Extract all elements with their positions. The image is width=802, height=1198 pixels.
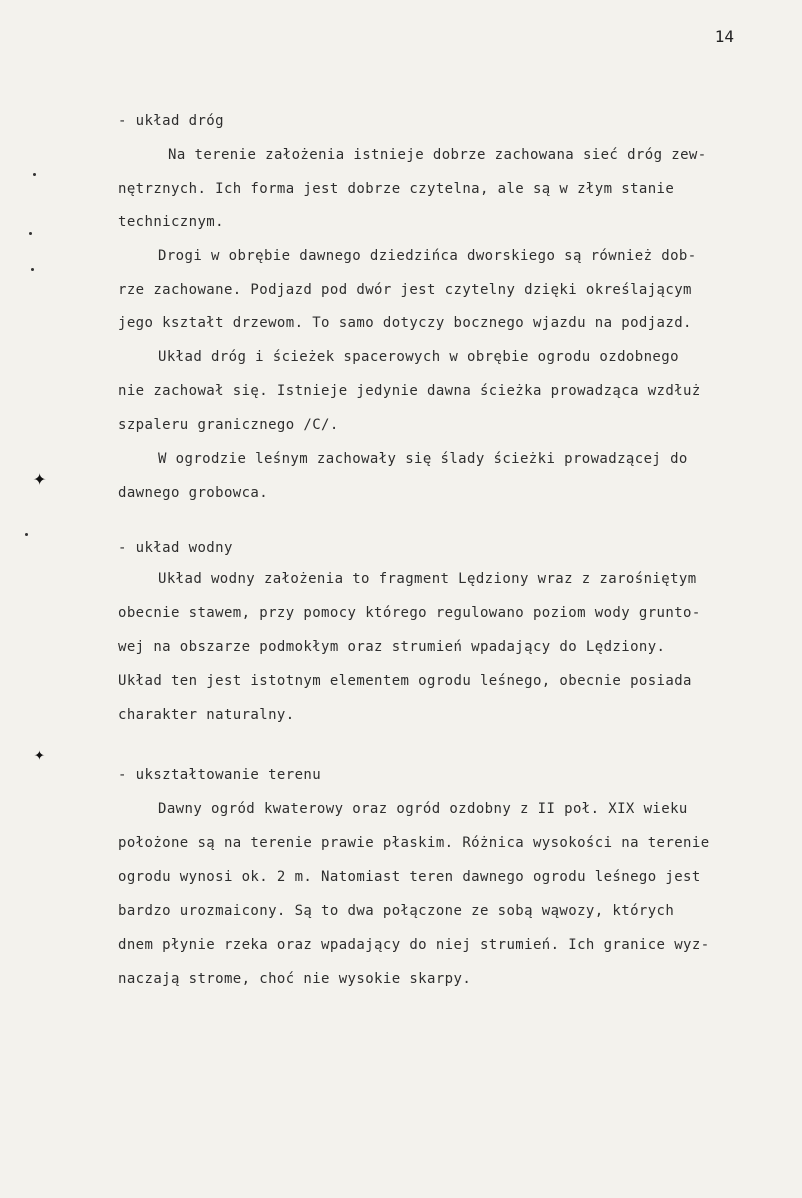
text-line: charakter naturalny. <box>118 707 295 723</box>
text-line: Układ wodny założenia to fragment Lędziony wraz z zarośniętym <box>158 571 697 587</box>
text-line: położone są na terenie prawie płaskim. Różnica wysokości na terenie <box>118 835 710 851</box>
margin-dot <box>33 173 36 176</box>
text-line: wej na obszarze podmokłym oraz strumień wpadający do Lędziony. <box>118 639 666 655</box>
text-line: nie zachował się. Istnieje jedynie dawna ścieżka prowadząca wzdłuż <box>118 383 701 399</box>
text-line: Dawny ogród kwaterowy oraz ogród ozdobny z II poł. XIX wieku <box>158 801 688 817</box>
text-line: bardzo urozmaicony. Są to dwa połączone ze sobą wąwozy, których <box>118 903 675 919</box>
section-heading: - układ wodny <box>118 540 233 556</box>
text-line: Układ ten jest istotnym elementem ogrodu leśnego, obecnie posiada <box>118 673 692 689</box>
text-line: szpaleru granicznego /C/. <box>118 417 339 433</box>
text-line: dawnego grobowca. <box>118 485 269 501</box>
text-line: dnem płynie rzeka oraz wpadający do niej strumień. Ich granice wyz- <box>118 937 710 953</box>
ink-blot-mark: ✦ <box>34 744 45 765</box>
text-line: ogrodu wynosi ok. 2 m. Natomiast teren dawnego ogrodu leśnego jest <box>118 869 701 885</box>
text-line: nętrznych. Ich forma jest dobrze czytelna, ale są w złym stanie <box>118 181 675 197</box>
ink-blot-mark: ✦ <box>33 466 47 491</box>
text-line: Układ dróg i ścieżek spacerowych w obrębie ogrodu ozdobnego <box>158 349 679 365</box>
margin-dot <box>29 232 32 235</box>
text-line: W ogrodzie leśnym zachowały się ślady ścieżki prowadzącej do <box>158 451 688 467</box>
section-heading: - ukształtowanie terenu <box>118 767 322 783</box>
margin-dot <box>31 268 34 271</box>
margin-dot <box>25 533 28 536</box>
text-line: Na terenie założenia istnieje dobrze zachowana sieć dróg zew- <box>168 147 707 163</box>
text-line: Drogi w obrębie dawnego dziedzińca dworskiego są również dob- <box>158 248 697 264</box>
text-line: obecnie stawem, przy pomocy którego regulowano poziom wody grunto- <box>118 605 701 621</box>
text-line: jego kształt drzewom. To samo dotyczy bocznego wjazdu na podjazd. <box>118 315 692 331</box>
text-line: technicznym. <box>118 214 224 230</box>
page-number: 14 <box>714 27 734 46</box>
text-line: rze zachowane. Podjazd pod dwór jest czytelny dzięki określającym <box>118 282 692 298</box>
section-heading: - układ dróg <box>118 113 224 129</box>
text-line: naczają strome, choć nie wysokie skarpy. <box>118 971 472 987</box>
